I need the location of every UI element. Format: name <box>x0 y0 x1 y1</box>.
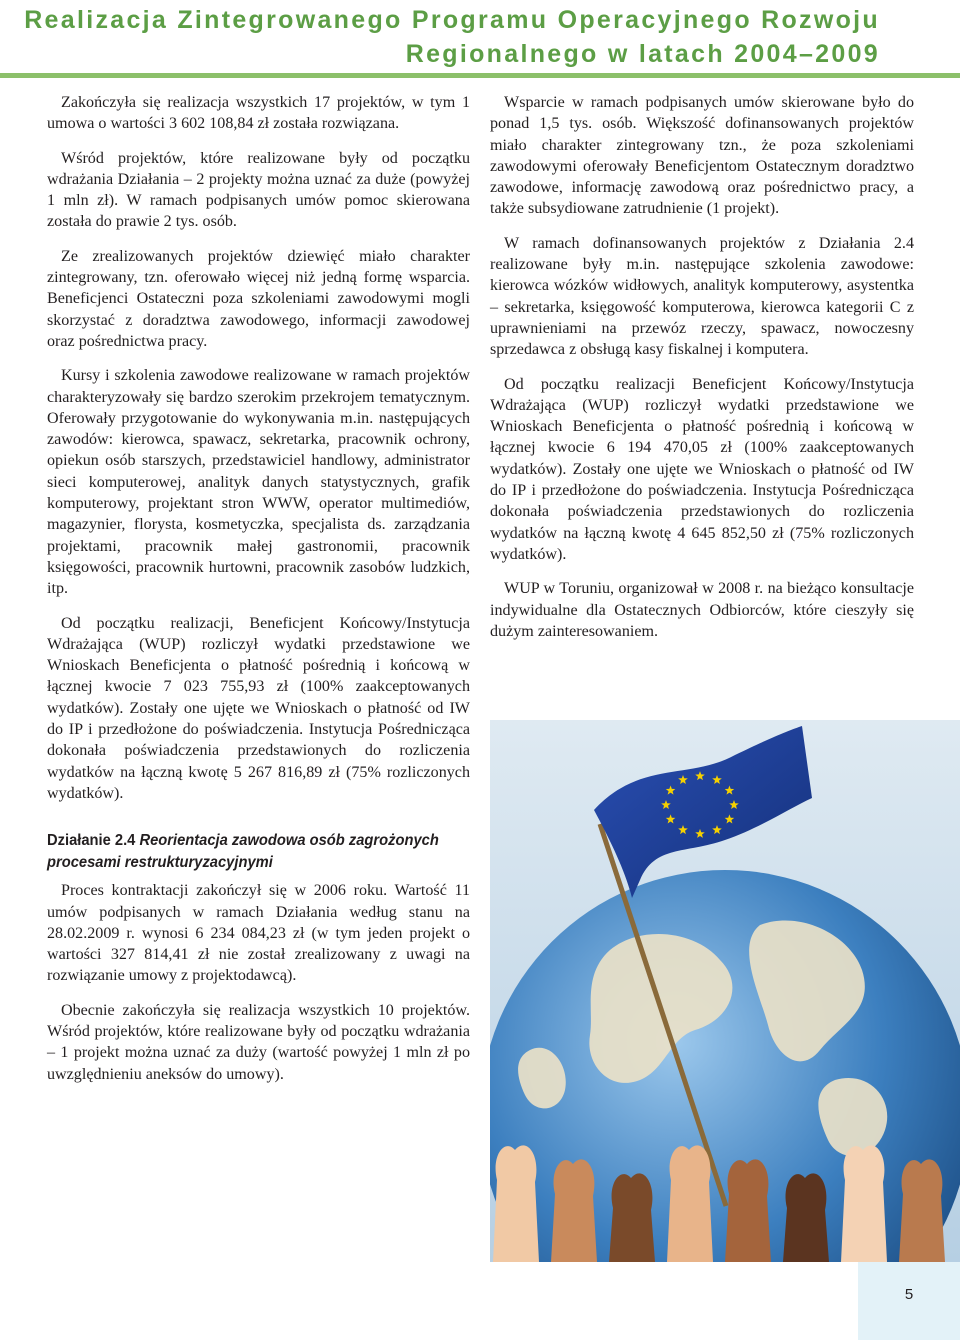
paragraph: Ze zrealizowanych projektów dziewięć miało charakter zintegrowany, tzn. oferowało więcej niż jedną formę wsparcia. Beneficjenci Ostateczni poza szkoleniami zawodowymi mogli skorzystać z doradztwa zawodowego, informacji zawodowej oraz pośrednictwa pracy. <box>47 247 470 350</box>
globe-hands-illustration <box>490 720 960 1262</box>
paragraph: Wśród projektów, które realizowane były od początku wdrażania Działania – 2 projekty można uznać za duże (powyżej 1 mln zł). W ramach podpisanych umów pomoc skierowana została do prawie 2 tys. osób. <box>47 149 470 231</box>
hand <box>899 1159 945 1262</box>
paragraph: Proces kontraktacji zakończył się w 2006 roku. Wartość 11 umów podpisanych w ramach Działania według stanu na 28.02.2009 r. wynosi 6 234 084,23 zł (w tym jeden projekt o wartości 327 814,41 zł nie został zrealizowany z uwagi na rozwiązanie umowy z projektodawcą). <box>47 882 470 985</box>
hand <box>551 1159 597 1262</box>
section-heading <box>47 830 471 874</box>
paragraph: Wsparcie w ramach podpisanych umów skierowane było do ponad 1,5 tys. osób. Większość dofinansowanych projektów miało charakter zintegrowany tzn., że poza szkoleniami zawodowymi oferowały Beneficjentom Ostatecznym doradztwo zawodowe, informację zawodową oraz pośrednictwo pracy, a także subsydiowane zatrudnienie (1 projekt). <box>490 94 914 218</box>
hand <box>841 1145 887 1262</box>
paragraph: Od początku realizacji Beneficjent Końcowy/Instytucja Wdrażająca (WUP) rozliczył wydatki przedstawione we Wnioskach Beneficjenta o płatność pośrednią i końcową w łącznej kwocie 6 194 470,05 zł (100% zaakceptowanych wydatków). Zostały one ujęte we Wnioskach o płatność od IW do IP i przedłożone do poświadczenia. Instytucja Pośrednicząca dokonała poświadczenia przedstawionych do rozliczenia wydatków na łączną kwotę 4 645 852,50 zł (75% rozliczonych wydatków). <box>490 375 914 563</box>
paragraph: Obecnie zakończyła się realizacja wszystkich 10 projektów. Wśród projektów, które realizowane były od początku wdrażania – 1 projekt można uznać za duży (wartość powyżej 1 mln zł po uwzględnieniu aneksów do umowy). <box>47 1001 470 1083</box>
paragraph: W ramach dofinansowanych projektów z Działania 2.4 realizowane były m.in. następujące szkolenia zawodowe: kierowca wózków widłowych, analityk komputerowy, asystentka – sekretarka, księgowość komputerowa, kierowca kategorii C z uprawnieniami na przewóz rzeczy, spawacz, nowoczesny sprzedawca z obsługą kasy fiskalnej i komputera. <box>490 234 914 359</box>
page-header <box>0 0 960 78</box>
page-number: 5 <box>904 1286 914 1303</box>
eu-flag-globe-photo <box>490 720 960 1262</box>
header-rule <box>0 73 960 78</box>
running-title-line-2: Regionalnego w latach 2004–2009 <box>405 40 880 68</box>
paragraph: Kursy i szkolenia zawodowe realizowane w ramach projektów charakteryzowały się bardzo szerokim przekrojem tematycznym. Oferowały przygotowanie do wykonywania m.in. następujących zawodów: kierowca, spawacz, sekretarka, pracownik ochrony, opiekun osób starszych, przedstawiciel handlowy, administrator sieci komputerowej, analityk danych statystycznych, grafik komputerowy, projektant stron WWW, operator multimediów, magazynier, florysta, kosmetyczka, specjalista ds. zarządzania projektami, pracownik małej gastronomii, pracownik księgowości, pracownik hurtowni, pracownik zasobów ludzkich, itp. <box>47 367 470 598</box>
right-column <box>490 92 914 655</box>
section-title: Reorientacja zawodowa osób zagrożonych procesami restrukturyzacyjnymi <box>47 832 439 872</box>
section-label: Działanie 2.4 <box>47 832 136 850</box>
hand <box>667 1145 713 1262</box>
running-title <box>24 3 880 71</box>
page-number-box <box>858 1262 960 1340</box>
hand <box>609 1173 655 1262</box>
paragraph: Zakończyła się realizacja wszystkich 17 projektów, w tym 1 umowa o wartości 3 602 108,84 zł została rozwiązana. <box>47 94 470 133</box>
hand <box>783 1173 829 1262</box>
running-title-line-1: Realizacja Zintegrowanego Programu Operacyjnego Rozwoju <box>24 6 880 34</box>
hand <box>493 1145 539 1262</box>
left-column <box>47 92 470 1098</box>
hand <box>725 1159 771 1262</box>
paragraph: Od początku realizacji, Beneficjent Końcowy/Instytucja Wdrażająca (WUP) rozliczył wydatki przedstawione we Wnioskach Beneficjenta o płatność pośrednią i końcową w łącznej kwocie 7 023 755,93 zł (100% zaakceptowanych wydatków). Zostały one ujęte we Wnioskach o płatność od IW do IP i przedłożone do poświadczenia. Instytucja Pośrednicząca dokonała poświadczenia przedstawionych do rozliczenia wydatków na łączną kwotę 5 267 816,89 zł (75% rozliczonych wydatków). <box>47 614 470 802</box>
paragraph: WUP w Toruniu, organizował w 2008 r. na bieżąco konsultacje indywidualne dla Ostatecznych Odbiorców, które cieszyły się dużym zainteresowaniem. <box>490 580 914 640</box>
